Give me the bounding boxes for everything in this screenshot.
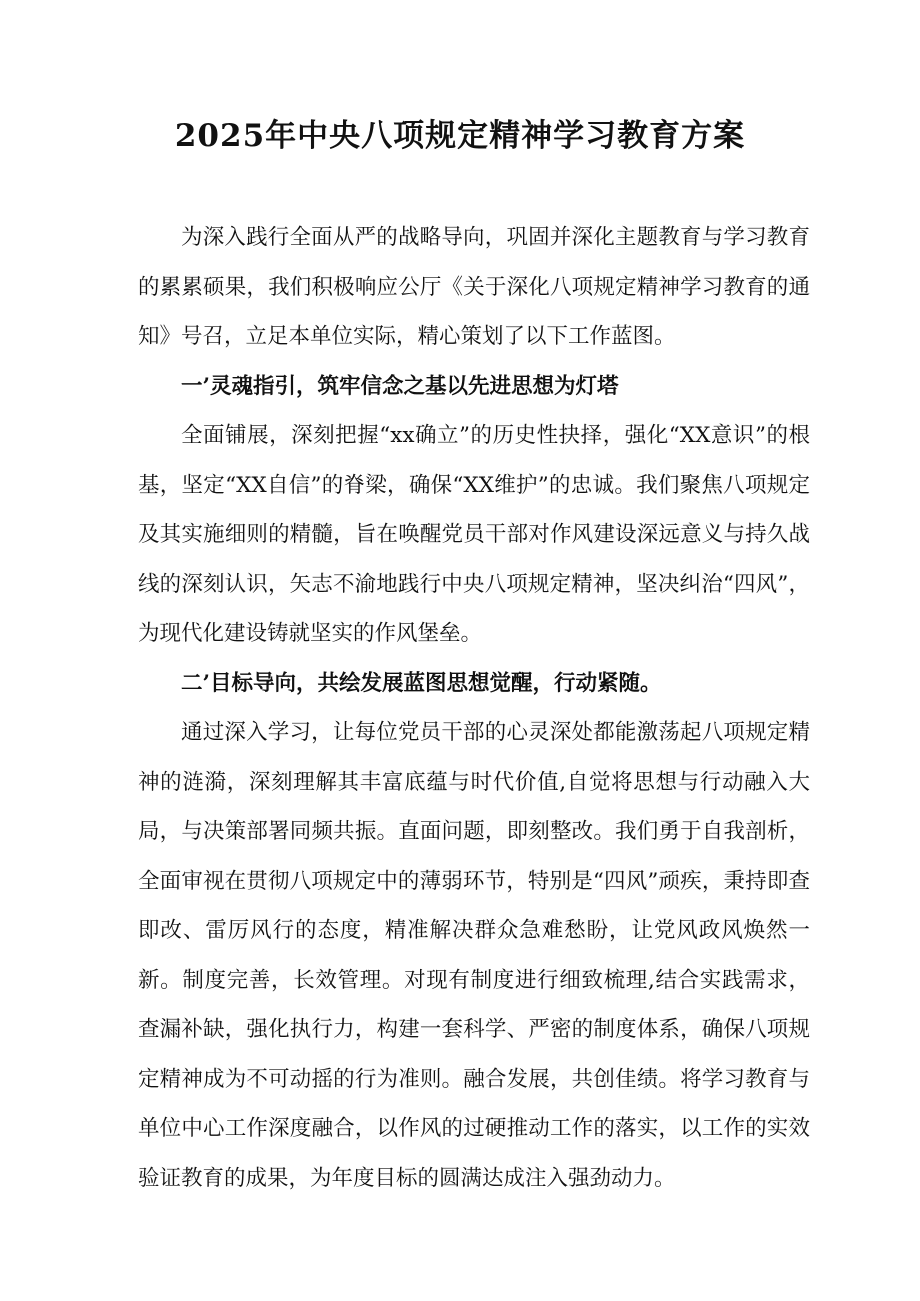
section-2-heading: 二’目标导向，共绘发展蓝图思想觉醒，行动紧随。 <box>181 670 662 696</box>
intro-paragraph: 为深入践行全面从严的战略导向，巩固并深化主题教育与学习教育的累累硕果，我们积极响应公厅《关于深化八项规定精神学习教育的通知》号召，立足本单位实际，精心策划了以下工作蓝图。 <box>138 225 810 349</box>
document-title: 2025年中央八项规定精神学习教育方案 <box>174 118 746 154</box>
section-1-heading: 一’灵魂指引，筑牢信念之基以先进思想为灯塔 <box>181 373 619 399</box>
section-1-paragraph: 全面铺展，深刻把握“xx确立”的历史性抉择，强化“XX意识”的根基，坚定“XX自信”的脊梁，确保“XX维护”的忠诚。我们聚焦八项规定及其实施细则的精髓，旨在唤醒党员干部对作风建设深远意义与持久战线的深刻认识，矢志不渝地践行中央八项规定精神，坚决纠治“四风”，为现代化建设铸就坚实的作风堡垒。 <box>138 423 810 646</box>
section-2-paragraph: 通过深入学习，让每位党员干部的心灵深处都能激荡起八项规定精神的涟漪，深刻理解其丰富底蕴与时代价值,自觉将思想与行动融入大局，与决策部署同频共振。直面问题，即刻整改。我们勇于自我剖析，全面审视在贯彻八项规定中的薄弱环节，特别是“四风”顽疾，秉持即查即改、雷厉风行的态度，精准解决群众急难愁盼，让党风政风焕然一新。制度完善，长效管理。对现有制度进行细致梳理,结合实践需求，查漏补缺，强化执行力，构建一套科学、严密的制度体系，确保八项规定精神成为不可动摇的行为准则。融合发展，共创佳绩。将学习教育与单位中心工作深度融合，以作风的过硬推动工作的落实，以工作的实效验证教育的成果，为年度目标的圆满达成注入强劲动力。 <box>138 720 810 1191</box>
document-body <box>138 213 810 1203</box>
